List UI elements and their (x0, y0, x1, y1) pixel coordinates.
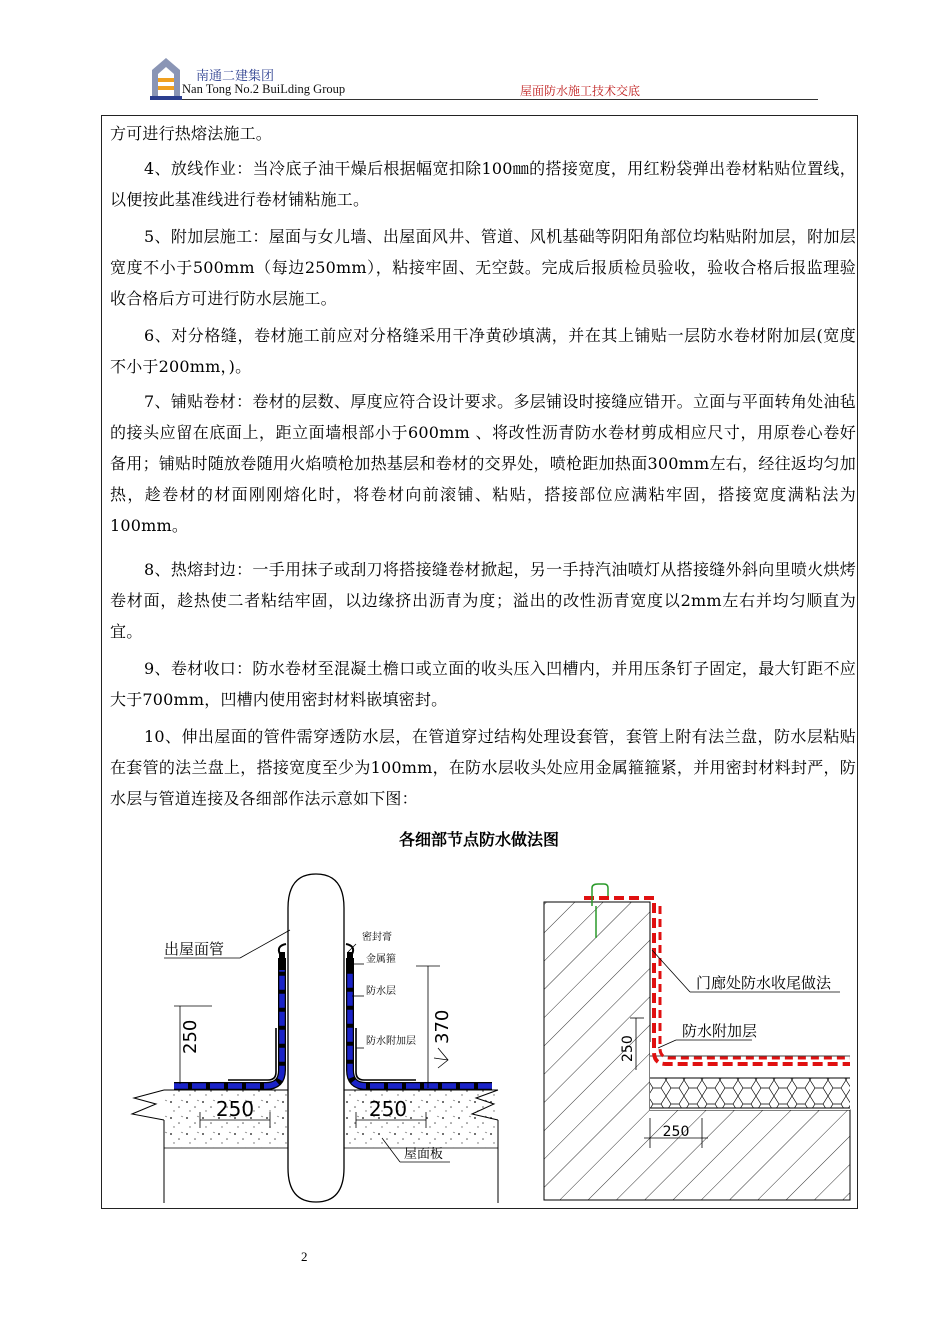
metal-hoop-right (347, 952, 353, 970)
porch-edge-detail (540, 880, 854, 1202)
label-additional-layer: 防水附加层 (366, 1036, 416, 1047)
dim-250-right: 250 (368, 1097, 408, 1121)
dim-250-left: 250 (215, 1097, 255, 1121)
figure-title: 各细部节点防水做法图 (398, 830, 559, 849)
metal-hoop-left (279, 952, 285, 970)
company-logo (148, 56, 184, 100)
page-header (140, 50, 820, 102)
dim-250-bottom-right: 250 (662, 1124, 690, 1140)
paragraph-step-6: 6、对分格缝，卷材施工前应对分格缝采用干净黄砂填满，并在其上铺贴一层防水卷材附加层(宽度不小于200mm，)。 (110, 326, 856, 376)
paragraph-step-10: 10、伸出屋面的管件需穿透防水层，在管道穿过结构处理设套管，套管上附有法兰盘，防水层粘贴在套管的法兰盘上，搭接宽度至少为100mm，在防水层收头处应用金属箍箍紧，并用密封材料封严，防水层与管道连接及各细部作法示意如下图： (110, 727, 856, 808)
document-title: 屋面防水施工技术交底 (520, 84, 641, 98)
roof-pipe (288, 874, 344, 1202)
paragraph-step-9: 9、卷材收口：防水卷材至混凝土檐口或立面的收头压入凹槽内，并用压条钉子固定，最大钉距不应大于700mm，凹槽内使用密封材料嵌填密封。 (110, 659, 856, 709)
dim-250-vertical-right: 250 (620, 1035, 636, 1062)
paragraph-step-4: 4、放线作业：当冷底子油干燥后根据幅宽扣除100㎜的搭接宽度，用红粉袋弹出卷材粘贴位置线，以便按此基准线进行卷材铺粘施工。 (110, 159, 856, 209)
company-name-en: Nan Tong No.2 BuiLding Group (182, 82, 346, 96)
label-sealant: 密封膏 (362, 932, 392, 943)
label-additional-layer-right: 防水附加层 (682, 1022, 758, 1040)
paragraph-step-5: 5、附加层施工：屋面与女儿墙、出屋面风井、管道、风机基础等阴阳角部位均粘贴附加层，附加层宽度不小于500mm（每边250mm），粘接牢固、无空鼓。完成后报质检员验收，验收合格后报监理验收合格后方可进行防水层施工。 (110, 227, 856, 308)
paragraph-continuation: 方可进行热熔法施工。 (110, 124, 273, 143)
company-name-cn: 南通二建集团 (196, 69, 275, 84)
label-roof-slab: 屋面板 (404, 1147, 444, 1162)
dim-250-vertical: 250 (180, 1019, 201, 1054)
label-porch-finish: 门廊处防水收尾做法 (696, 974, 832, 992)
pipe-roof-waterproof-detail (120, 858, 510, 1204)
label-metal-hoop: 金属箍 (366, 954, 396, 965)
paragraph-step-7: 7、铺贴卷材：卷材的层数、厚度应符合设计要求。多层铺设时接缝应错开。立面与平面转角处油毡的接头应留在底面上，距立面墙根部小于600mm 、将改性沥青防水卷材剪成相应尺寸，用原卷心卷好备用；铺贴时随放卷随用火焰喷枪加热基层和卷材的交界处，喷枪距加热面300mm左右，经往返均匀加热，趁卷材的材面刚刚熔化时，将卷材向前滚铺、粘贴，搭接部位应满粘牢固，搭接宽度满粘法为100mm。 (110, 392, 856, 535)
insulation-layer (650, 1078, 850, 1108)
page-number: 2 (301, 1249, 308, 1264)
label-roof-pipe: 出屋面管 (164, 940, 225, 958)
header-rule (182, 99, 818, 100)
dim-370: 370 (432, 1009, 453, 1044)
label-waterproof-layer: 防水层 (366, 986, 396, 997)
content-frame-bottom (101, 1208, 857, 1209)
paragraph-step-8: 8、热熔封边：一手用抹子或刮刀将搭接缝卷材掀起，另一手持汽油喷灯从搭接缝外斜向里喷火烘烤卷材面，趁热使二者粘结牢固，以边缘挤出沥青为度；溢出的改性沥青宽度以2mm左右并均匀顺直为宜。 (110, 560, 856, 641)
